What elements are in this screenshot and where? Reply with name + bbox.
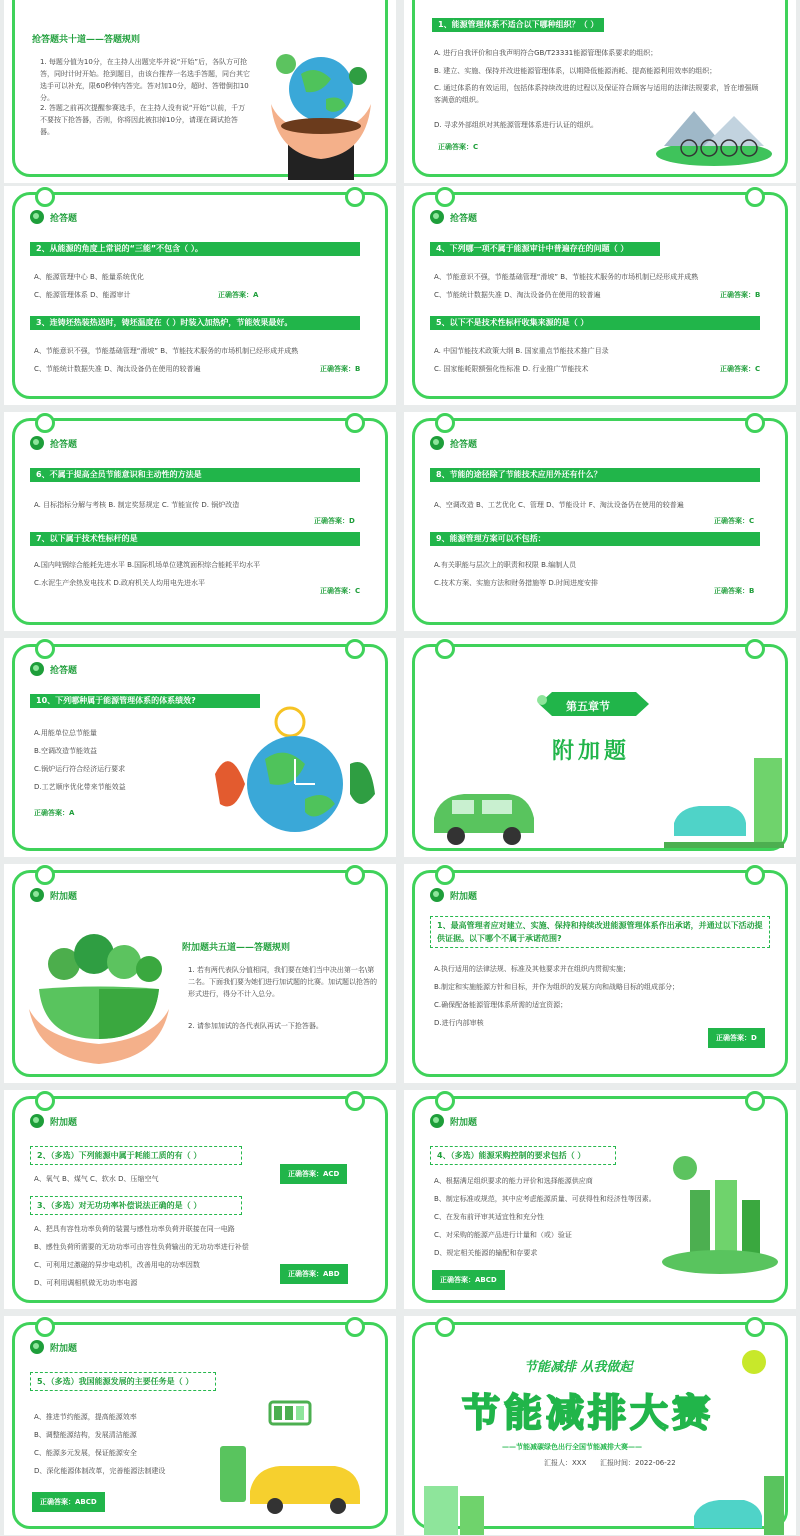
eq5-option-a[interactable]: A、推进节约能源，提高能源效率	[34, 1413, 137, 1421]
eq4-answer: 正确答案：ABCD	[432, 1270, 505, 1290]
slide-rules[interactable]	[4, 0, 396, 183]
question-10: 10、下列哪种属于能源管理体系的体系绩效?	[30, 694, 260, 708]
slide-header	[430, 210, 477, 224]
header-label: 附加题	[50, 1117, 78, 1128]
q3-options-row-2[interactable]: C、节能统计数据失准 D、淘汰设备仍在使用的较普遍	[34, 365, 201, 373]
option-a[interactable]: A. 进行自我评价和自我声明符合GB/T23331能源管理体系要求的组织；	[434, 49, 658, 57]
reporter: 汇报人：XXX	[544, 1459, 587, 1467]
q4-options-row-1[interactable]: A、节能意识不强，节能基础管理“滑坡” B、节能技术服务的市场机制已经形成并成熟	[434, 273, 699, 281]
earth-clock-illustration	[210, 704, 380, 834]
slide-extra-question-2-3[interactable]	[4, 1090, 396, 1309]
hands-trees-illustration	[24, 914, 174, 1074]
q5-options-row-1[interactable]: A. 中国节能技术政策大纲 B. 国家重点节能技术推广目录	[434, 347, 609, 355]
green-car-city-illustration	[424, 758, 784, 857]
slide-header	[430, 436, 477, 450]
ev-charging-illustration	[210, 1396, 380, 1516]
slide-header	[30, 436, 77, 450]
slide-header	[430, 888, 477, 902]
question-1: 1、能源管理体系不适合以下哪种组织？（ ）	[432, 18, 604, 32]
report-date: 汇报时间：2022-06-22	[600, 1459, 676, 1467]
eq5-answer: 正确答案：ABCD	[32, 1492, 105, 1512]
eq5-option-b[interactable]: B、调整能源结构，发展清洁能源	[34, 1431, 137, 1439]
slide-header	[30, 210, 77, 224]
question-5: 5、以下不是技术性标杆收集来源的是（ ）	[430, 316, 760, 330]
q10-option-a[interactable]: A.用能单位总节能量	[34, 729, 97, 737]
question-4: 4、下列哪一项不属于能源审计中普遍存在的问题（ ）	[430, 242, 660, 256]
slide-question-8-9[interactable]	[404, 412, 796, 631]
globe-icon	[30, 662, 44, 676]
slide-chapter-five[interactable]	[404, 638, 796, 857]
option-d[interactable]: D. 寻求外部组织对其能源管理体系进行认证的组织。	[434, 121, 598, 129]
eq4-option-5[interactable]: D、规定相关能源的输配和存要求	[434, 1249, 538, 1257]
slide-extra-rules[interactable]	[4, 864, 396, 1083]
globe-icon	[30, 888, 44, 902]
slide-header	[430, 1114, 477, 1128]
header-label: 抢答题	[450, 439, 478, 450]
q10-option-c[interactable]: C.锅炉运行符合经济运行要求	[34, 765, 126, 773]
q3-answer: 正确答案：B	[320, 365, 361, 373]
answer: 正确答案：C	[438, 143, 479, 151]
q5-options-row-2[interactable]: C. 国家能耗限额强化性标准 D. 行业推广节能技术	[434, 365, 589, 373]
chapter-title: 附加题	[552, 739, 631, 764]
slide-header	[30, 1340, 77, 1354]
hands-earth-illustration	[266, 34, 376, 180]
slide-question-1[interactable]	[404, 0, 796, 183]
question-6: 6、不属于提高全员节能意识和主动性的方法是	[30, 468, 360, 482]
slide-extra-question-4[interactable]	[404, 1090, 796, 1309]
eq3-option-d[interactable]: D、可利用调相机做无功功率电源	[34, 1279, 138, 1287]
slide-question-4-5[interactable]	[404, 186, 796, 405]
globe-icon	[30, 210, 44, 224]
slide-header	[30, 662, 77, 676]
q8-answer: 正确答案：C	[714, 517, 755, 525]
rules-title: 抢答题共十道——答题规则	[32, 35, 141, 45]
globe-icon	[430, 1114, 444, 1128]
globe-icon	[30, 1114, 44, 1128]
q8-options-row-1[interactable]: A、空调改造 B、工艺优化 C、管理 D、节能设计 F、淘汰设备仍在使用的较普遍	[434, 501, 684, 509]
cyclists-illustration	[654, 106, 774, 166]
question-7: 7、以下属于技术性标杆的是	[30, 532, 360, 546]
q4-answer: 正确答案：B	[720, 291, 761, 299]
header-label: 附加题	[450, 1117, 478, 1128]
extra-question-2: 2、（多选）下列能源中属于耗能工质的有（ ）	[30, 1146, 242, 1165]
chapter-label: 第五章节	[566, 700, 610, 713]
slide-question-6-7[interactable]	[4, 412, 396, 631]
q5-answer: 正确答案：C	[720, 365, 761, 373]
q9-answer: 正确答案：B	[714, 587, 755, 595]
globe-icon	[430, 436, 444, 450]
slide-extra-question-5[interactable]	[4, 1316, 396, 1535]
header-label: 抢答题	[50, 665, 78, 676]
eq3-answer: 正确答案：ABD	[280, 1264, 348, 1284]
q10-option-d[interactable]: D.工艺顺序优化带来节能效益	[34, 783, 126, 791]
q2-options-row-1[interactable]: A、能源管理中心 B、能量系统优化	[34, 273, 144, 281]
option-b[interactable]: B. 建立、实施、保持并改进能源管理体系，以期降低能源消耗、提高能源利用效率的组织；	[434, 67, 717, 75]
eq4-option-1[interactable]: A、根据满足组织要求的能力评价和选择能源供应商	[434, 1177, 593, 1185]
green-city-illustration	[660, 1150, 780, 1280]
extra-rule-2: 2. 请参加加试的各代表队再试一下抢答器。	[188, 1022, 323, 1030]
slide-question-2-3[interactable]	[4, 186, 396, 405]
option-c[interactable]: C. 通过体系的有效运用，包括体系持续改进的过程以及保证符合顾客与适用的法律法规要求，旨在增强顾客满意的组织。	[434, 84, 759, 104]
slide-ending[interactable]	[404, 1316, 796, 1535]
header-label: 附加题	[50, 1343, 78, 1354]
header-label: 抢答题	[450, 213, 478, 224]
slide-header	[30, 888, 77, 902]
eq5-option-d[interactable]: D、深化能源体制改革，完善能源法制建设	[34, 1467, 166, 1475]
eq1-option-b[interactable]: B.制定和实施能源方针和目标，并作为组织的发展方向和战略目标的组成部分；	[434, 983, 680, 991]
eq4-option-3[interactable]: C、在发布前评审其适宜性和充分性	[434, 1213, 544, 1221]
extra-question-3: 3、（多选）对无功功率补偿说法正确的是（ ）	[30, 1196, 242, 1215]
eq3-option-a[interactable]: A、把具有容性功率负荷的装置与感性功率负荷并联接在同一电路	[34, 1225, 235, 1233]
question-2: 2、从能源的角度上常说的“三能”不包含（ ）。	[30, 242, 360, 256]
header-label: 附加题	[450, 891, 478, 902]
question-9: 9、能源管理方案可以不包括：	[430, 532, 760, 546]
q7-answer: 正确答案：C	[320, 587, 361, 595]
eq1-option-c[interactable]: C.确保配备能源管理体系所需的适宜资源；	[434, 1001, 568, 1009]
header-label: 抢答题	[50, 439, 78, 450]
subtitle: ——节能减碳绿色出行全国节能减排大赛——	[502, 1443, 642, 1451]
rule-2: 2. 答题之前再次提醒参赛选手，在主持人没有说“开始”以前，千万不要按下抢答器，否则，你将因此被扣掉10分，请现在调试抢答器。	[40, 104, 246, 136]
q4-options-row-2[interactable]: C、节能统计数据失准 D、淘汰设备仍在使用的较普遍	[434, 291, 601, 299]
slide-extra-question-1[interactable]	[404, 864, 796, 1083]
eq3-option-b[interactable]: B、感性负荷所需要的无功功率可由容性负荷输出的无功功率进行补偿	[34, 1243, 249, 1251]
sun-icon	[734, 1342, 774, 1382]
extra-rule-1: 1. 若有两代表队分值相同，我们要在她们当中决出第一名\第二名。下面我们要为她们进行加试题的比赛。加试题以抢答的形式进行，得分不计入总分。	[188, 966, 377, 998]
slide-question-10[interactable]	[4, 638, 396, 857]
q9-options-row-2[interactable]: C.技术方案、实施方法和财务措施等 D.时间进度安排	[434, 579, 598, 587]
eq2-answer: 正确答案：ACD	[280, 1164, 347, 1184]
rule-1: 1. 每题分值为10分，在主持人出题完毕并说“开始”后，各队方可抢答，同时计时开始。抢到题目，由该台推荐一名选手答题，同台其它选手可以补充，限60秒钟内答完。答对加10分，超时、答错倒扣10分。	[40, 58, 250, 102]
main-title: 节能减排大赛	[462, 1391, 715, 1435]
eq1-answer: 正确答案：D	[708, 1028, 765, 1048]
q10-answer: 正确答案：A	[34, 809, 75, 817]
slogan: 节能减排 从我做起	[524, 1360, 633, 1375]
question-8: 8、节能的途径除了节能技术应用外还有什么？	[430, 468, 760, 482]
extra-rules-title: 附加题共五道——答题规则	[182, 943, 291, 953]
extra-question-4: 4、（多选）能源采购控制的要求包括（ ）	[430, 1146, 616, 1165]
q7-options-row-1[interactable]: A.国内吨钢综合能耗先进水平 B.国际机场单位建筑面积综合能耗平均水平	[34, 561, 261, 569]
q6-options-row-1[interactable]: A. 目标指标分解与考核 B. 制定奖惩规定 C. 节能宣传 D. 锅炉改造	[34, 501, 240, 509]
question-3: 3、连铸坯热装热送时，铸坯温度在（ ）时装入加热炉，节能效果最好。	[30, 316, 360, 330]
eq3-option-c[interactable]: C、可利用过激磁的异步电动机，改善用电的功率因数	[34, 1261, 200, 1269]
extra-question-1: 1、最高管理者应对建立、实施、保持和持续改进能源管理体系作出承诺，并通过以下活动提供证据。以下哪个不属于承诺范围?	[430, 916, 770, 948]
q9-options-row-1[interactable]: A.有关职能与层次上的职责和权限 B.编制人员	[434, 561, 577, 569]
eq5-option-c[interactable]: C、能源多元发展，保证能源安全	[34, 1449, 137, 1457]
ending-city-illustration	[424, 1476, 784, 1535]
extra-question-5: 5、（多选）我国能源发展的主要任务是（ ）	[30, 1372, 216, 1391]
q10-option-b[interactable]: B.空调改造节能效益	[34, 747, 98, 755]
slide-header	[30, 1114, 77, 1128]
header-label: 抢答题	[50, 213, 78, 224]
q2-answer: 正确答案：A	[218, 291, 259, 299]
q7-options-row-2[interactable]: C.水泥生产余热发电技术 D.政府机关人均用电先进水平	[34, 579, 205, 587]
eq4-option-4[interactable]: C、对采购的能源产品进行计量和（或）验证	[434, 1231, 572, 1239]
globe-icon	[430, 210, 444, 224]
header-label: 附加题	[50, 891, 78, 902]
eq1-option-d[interactable]: D.进行内部审核	[434, 1019, 484, 1027]
eq1-option-a[interactable]: A.执行适用的法律法规、标准及其他要求并在组织内贯彻实施；	[434, 965, 630, 973]
q6-answer: 正确答案：D	[314, 517, 355, 525]
globe-icon	[430, 888, 444, 902]
globe-icon	[30, 1340, 44, 1354]
eq4-option-2[interactable]: B、制定标准或规范，其中应考虑能源质量、可获得性和经济性等因素。	[434, 1195, 656, 1203]
q3-options-row-1[interactable]: A、节能意识不强，节能基础管理“滑坡” B、节能技术服务的市场机制已经形成并成熟	[34, 347, 299, 355]
q2-options-row-2[interactable]: C、能源管理体系 D、能源审计	[34, 291, 131, 299]
globe-icon	[30, 436, 44, 450]
eq2-options-row-1[interactable]: A、氧气 B、煤气 C、软水 D、压缩空气	[34, 1175, 159, 1183]
